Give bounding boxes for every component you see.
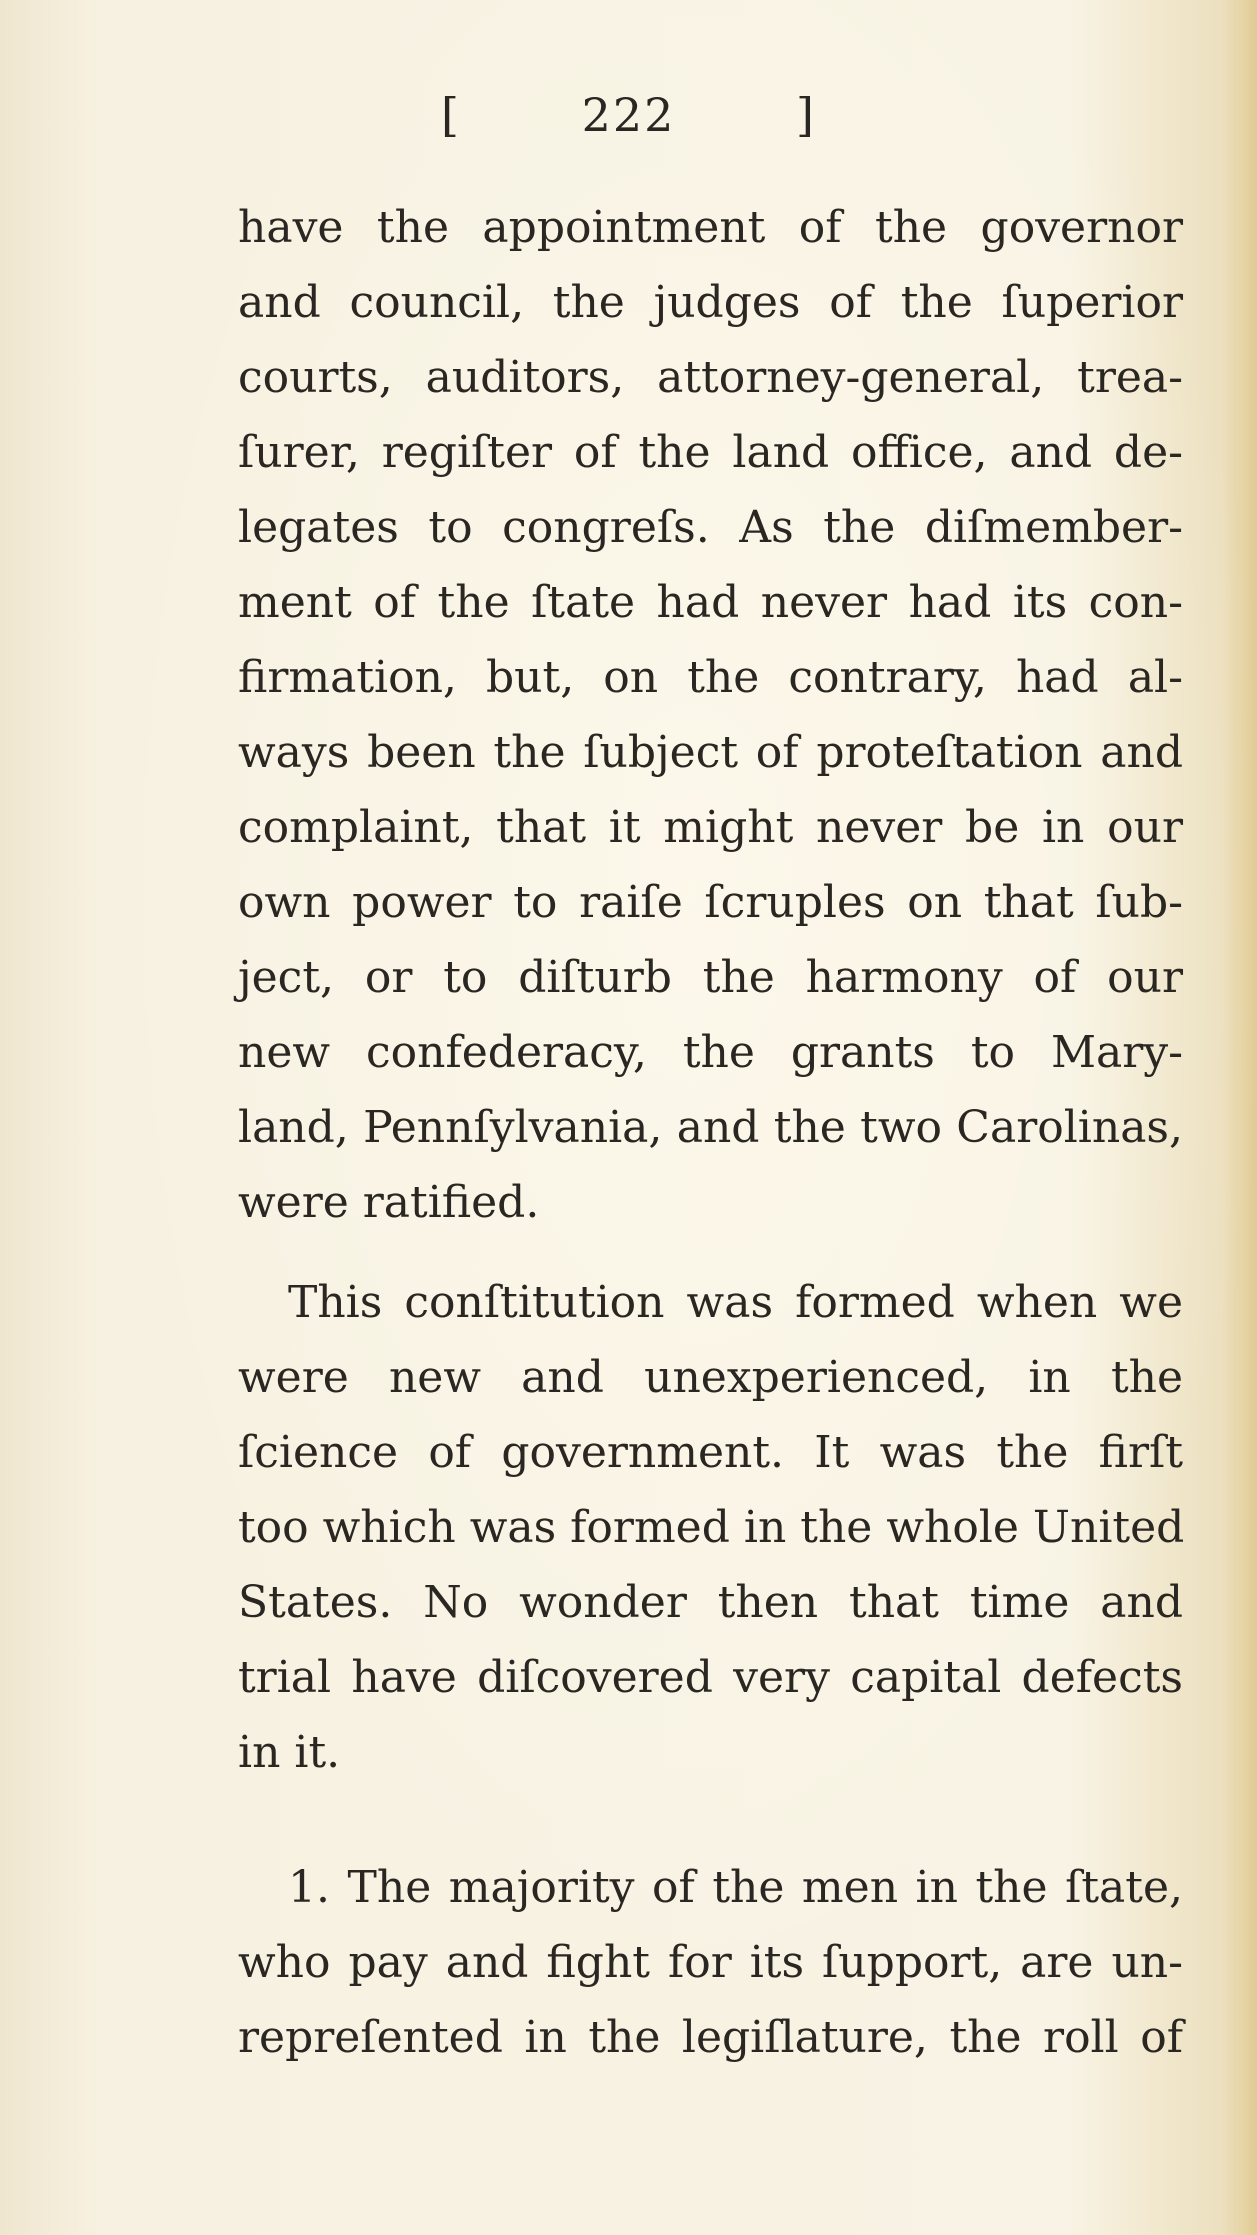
text-line: ſurer, regiſter of the land office, and de- (238, 427, 1183, 478)
page-header (0, 88, 1257, 142)
text-line: complaint, that it might never be in our (238, 802, 1183, 853)
text-line: were new and unexperienced, in the (238, 1352, 1183, 1403)
text-line: own power to raiſe ſcruples on that ſub- (238, 877, 1183, 928)
text-line: legates to congreſs. As the diſmember- (238, 502, 1183, 553)
text-line: trial have diſcovered very capital defects (238, 1652, 1183, 1703)
paragraph-2 (238, 1265, 1183, 1790)
text-line: ways been the ſubject of proteſtation and (238, 727, 1183, 778)
text-line: repreſented in the legiſlature, the roll of (238, 2012, 1183, 2063)
paragraph-1 (238, 190, 1183, 1240)
text-line: have the appointment of the governor (238, 202, 1183, 253)
text-line: ſcience of government. It was the firſt (238, 1427, 1183, 1478)
text-line: courts, auditors, attorney-general, trea- (238, 352, 1183, 403)
text-line: new confederacy, the grants to Mary- (238, 1027, 1183, 1078)
text-line: and council, the judges of the ſuperior (238, 277, 1183, 328)
text-line: ject, or to diſturb the harmony of our (238, 952, 1183, 1003)
text-line: States. No wonder then that time and (238, 1577, 1183, 1628)
text-line: land, Pennſylvania, and the two Carolinas, (238, 1102, 1183, 1153)
paragraph-3 (238, 1850, 1183, 2075)
text-line: 1. The majority of the men in the ſtate, (288, 1862, 1183, 1913)
text-line: were ratified. (238, 1177, 540, 1228)
text-line: in it. (238, 1727, 341, 1778)
text-line: too which was formed in the whole United (238, 1502, 1185, 1553)
header-bracket-open: [ (441, 88, 461, 142)
text-line: ment of the ſtate had never had its con- (238, 577, 1183, 628)
text-line: This conſtitution was formed when we (288, 1277, 1183, 1328)
page-edge-stain (1223, 0, 1257, 2235)
text-line: firmation, but, on the contrary, had al- (238, 652, 1183, 703)
text-line: who pay and fight for its ſupport, are un- (238, 1937, 1183, 1988)
page-number: 222 (581, 88, 676, 142)
header-bracket-close: ] (796, 88, 816, 142)
